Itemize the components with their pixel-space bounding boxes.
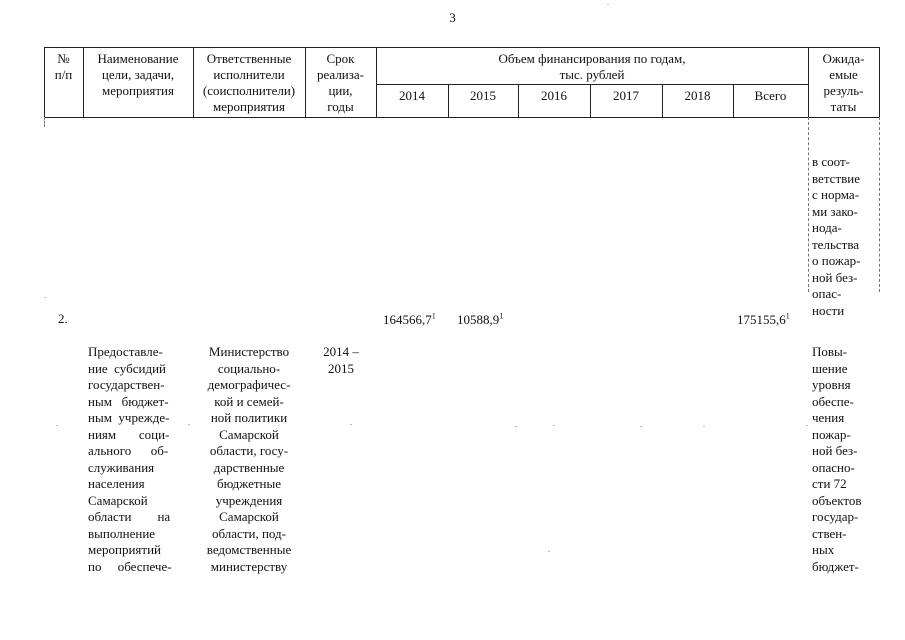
footnote-mark: 1 (785, 311, 790, 321)
header-year-2015: 2015 (470, 88, 496, 103)
value-2015: 10588,9$^1$ (457, 311, 504, 327)
footnote-mark: 1 (499, 311, 504, 321)
header-col-responsible: Ответственные исполнители (соисполнители) мероприятия (202, 51, 296, 114)
row-term: 2014 – 2015 (323, 344, 359, 376)
header-year-2017: 2017 (613, 88, 639, 103)
header-year-2018: 2018 (684, 88, 711, 103)
header-total: Всего (754, 88, 787, 103)
row-number: 2. (58, 311, 68, 326)
header-col-financing: Объем финансирования по годам, тыс. рублей (498, 51, 686, 82)
value-total: 175155,6$^1$ (737, 311, 790, 327)
header-year-2016: 2016 (541, 88, 567, 103)
header-col-name: Наименование цели, задачи, мероприятия (97, 51, 179, 98)
header-col-term: Срок реализа- ции, годы (317, 51, 364, 114)
value-2014: 164566,7$^1$ (383, 311, 436, 327)
continued-result-text: в соот- ветствие с норма- ми зако- нода- тельства о пожар- ной без- опас- ности (812, 154, 861, 318)
header-year-2014: 2014 (399, 88, 425, 103)
header-col-number: № п/п (54, 51, 73, 82)
row-name: Предоставле- ние субсидий государствен- ным бюджет- ным учрежде- ниям соци- ального об- служивания населения Самарской области на выполнение мероприятий по обеспече- (88, 344, 172, 574)
footnote-mark: 1 (431, 311, 436, 321)
row-result: Повы- шение уровня обеспе- чения пожар- ной без- опасно- сти 72 объектов государ- ствен- ных бюджет- (812, 344, 862, 574)
page-number: 3 (449, 10, 456, 25)
header-col-result: Ожида- емые резуль- таты (822, 51, 865, 114)
row-responsible: Министерство социально- демографичес- кой и семей- ной политики Самарской области, госу- дарственные бюджетные учреждения Самарской области, под- ведомственные министерству (206, 344, 292, 574)
